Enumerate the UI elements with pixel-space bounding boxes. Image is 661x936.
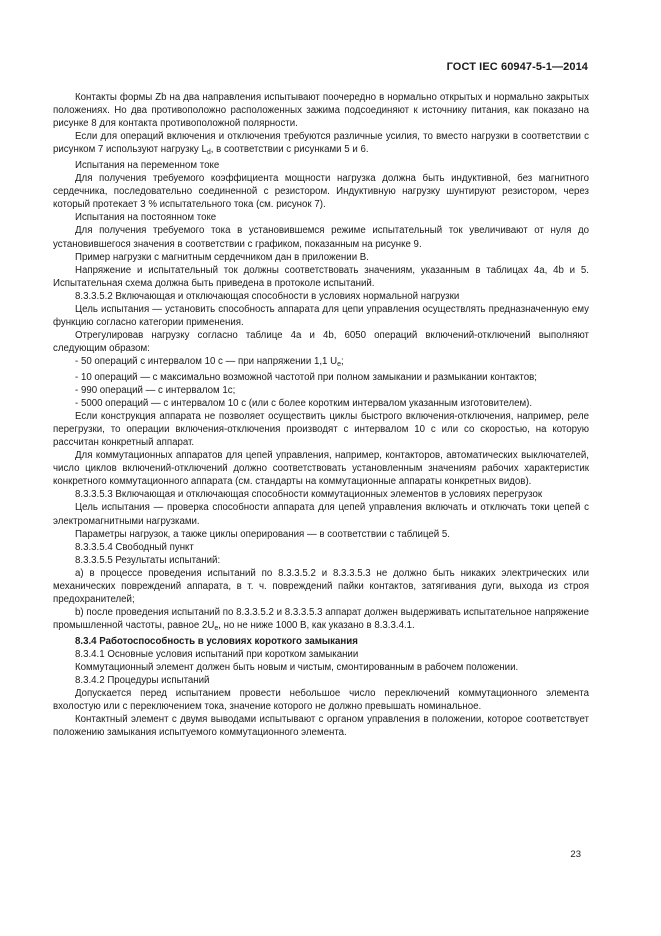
standard-designation: ГОСТ IEC 60947-5-1—2014	[446, 61, 588, 73]
text: , но не ниже 1000 В, как указано в 8.3.3.4.1.	[218, 619, 415, 631]
paragraph: Испытания на постоянном токе	[75, 212, 217, 224]
clause-heading: 8.3.4.2 Процедуры испытаний	[75, 675, 210, 687]
document-body	[53, 91, 589, 739]
list-item	[53, 397, 589, 410]
paragraph: Коммутационный элемент должен быть новым и чистым, смонтированным в рабочем положении.	[75, 662, 519, 674]
paragraph: Цель испытания — проверка способности аппарата для цепей управления включать и отключать токи цепей с электромагнитными нагрузками.	[53, 502, 589, 527]
paragraph: Напряжение и испытательный ток должны соответствовать значениям, указанным в таблицах 4а, 4b и 5. Испытательная схема должна быть приведена в протоколе испытаний.	[53, 264, 589, 289]
list-item	[53, 355, 589, 371]
list-item	[53, 384, 589, 397]
paragraph: Для получения требуемого коэффициента мощности нагрузка должна быть индуктивной, без магнитного сердечника, последовательно соединенной с резистором. Индуктивную нагрузку шунтируют резистором, через который протекает 3 % испытательного тока (см. рисунок 7).	[53, 173, 589, 211]
paragraph: Испытания на переменном токе	[75, 160, 220, 172]
paragraph: Пример нагрузки с магнитным сердечником дан в приложении В.	[75, 251, 369, 263]
list-item	[53, 371, 589, 384]
list-dash: -	[75, 398, 79, 410]
list-item	[53, 606, 589, 635]
subscript: d	[206, 149, 211, 157]
text: b) после проведения испытаний по 8.3.3.5.2 и 8.3.3.5.3 аппарат должен выдерживать испытательное напряжение промышленной частоты, равное 2U	[53, 606, 589, 631]
text: , в соответствии с рисунками 5 и 6.	[210, 144, 369, 156]
text: ;	[341, 355, 344, 367]
list-dash: -	[75, 385, 79, 397]
paragraph: Допускается перед испытанием провести небольшое число переключений коммутационного элемента вхолостую или с переключением тока, значение которого не должно превышать номинальное.	[53, 688, 589, 713]
section-heading: 8.3.4 Работоспособность в условиях короткого замыкания	[75, 635, 358, 647]
paragraph: Для коммутационных аппаратов для цепей управления, например, контакторов, автоматических выключателей, число циклов включений-отключений должно соответствовать установленным значениям рабочих характеристик конкретного коммутационного аппарата (см. стандарты на коммутационные аппараты конкретных видов).	[53, 450, 589, 488]
subscript: e	[337, 360, 342, 368]
text: 990 операций — с интервалом 1с;	[80, 385, 236, 397]
paragraph: Отрегулировав нагрузку согласно таблице 4а и 4b, 6050 операций включений-отключений выполняют следующим образом:	[53, 329, 589, 354]
paragraph: Цель испытания — установить способность аппарата для цепи управления осуществлять предназначенную ему функцию согласно категории применения.	[53, 303, 589, 328]
list-dash: -	[75, 371, 79, 383]
paragraph: Параметры нагрузок, а также циклы оперирования — в соответствии с таблицей 5.	[75, 528, 450, 540]
list-dash: -	[75, 355, 79, 367]
clause-heading: 8.3.3.5.5 Результаты испытаний:	[75, 554, 221, 566]
paragraph: Если конструкция аппарата не позволяет осуществить циклы быстрого включения-отключения, например, реле перегрузки, то операции включения-отключения производят с интервалом 10 с или со скоростью, на которую рассчитан конкретный аппарат.	[53, 411, 589, 449]
paragraph: Для получения требуемого тока в установившемся режиме испытательный ток увеличивают от нуля до установившегося значения в соответствии с графиком, показанным на рисунке 9.	[53, 225, 589, 250]
paragraph: Контакты формы Zb на два направления испытывают поочередно в нормально открытых и нормально закрытых положениях. Но два противоположно расположенных зажима подсоединяют к источнику питания, как показано на рисунке 8 для контакта противоположной полярности.	[53, 92, 589, 130]
text: 10 операций — с максимально возможной частотой при полном замыкании и размыкании контактов;	[80, 371, 537, 383]
page-number: 23	[570, 849, 581, 860]
clause-heading: 8.3.3.5.4 Свободный пункт	[75, 541, 194, 553]
list-item: а) в процессе проведения испытаний по 8.3.3.5.2 и 8.3.3.5.3 не должно быть никаких электрических или механических повреждений аппарата, в т. ч. повреждений пайки контактов, затягивания дуги, выхода из строя предохранителей;	[53, 567, 589, 605]
text: Если для операций включения и отключения требуются различные усилия, то вместо нагрузки в соответствии с рисунком 7 используют нагрузку L	[53, 131, 589, 156]
clause-heading: 8.3.4.1 Основные условия испытаний при коротком замыкании	[75, 648, 359, 660]
clause-heading: 8.3.3.5.3 Включающая и отключающая способности коммутационных элементов в условиях перегрузок	[75, 489, 543, 501]
paragraph	[53, 130, 589, 159]
clause-heading: 8.3.3.5.2 Включающая и отключающая способности в условиях нормальной нагрузки	[75, 290, 460, 302]
paragraph: Контактный элемент с двумя выводами испытывают с органом управления в положении, которое соответствует положению замыкания испытуемого коммутационного элемента.	[53, 714, 589, 739]
text: 5000 операций — с интервалом 10 с (или с более коротким интервалом указанным изготовителем).	[80, 398, 533, 410]
text: 50 операций с интервалом 10 с — при напряжении 1,1 U	[80, 355, 338, 367]
subscript: e	[214, 624, 219, 632]
